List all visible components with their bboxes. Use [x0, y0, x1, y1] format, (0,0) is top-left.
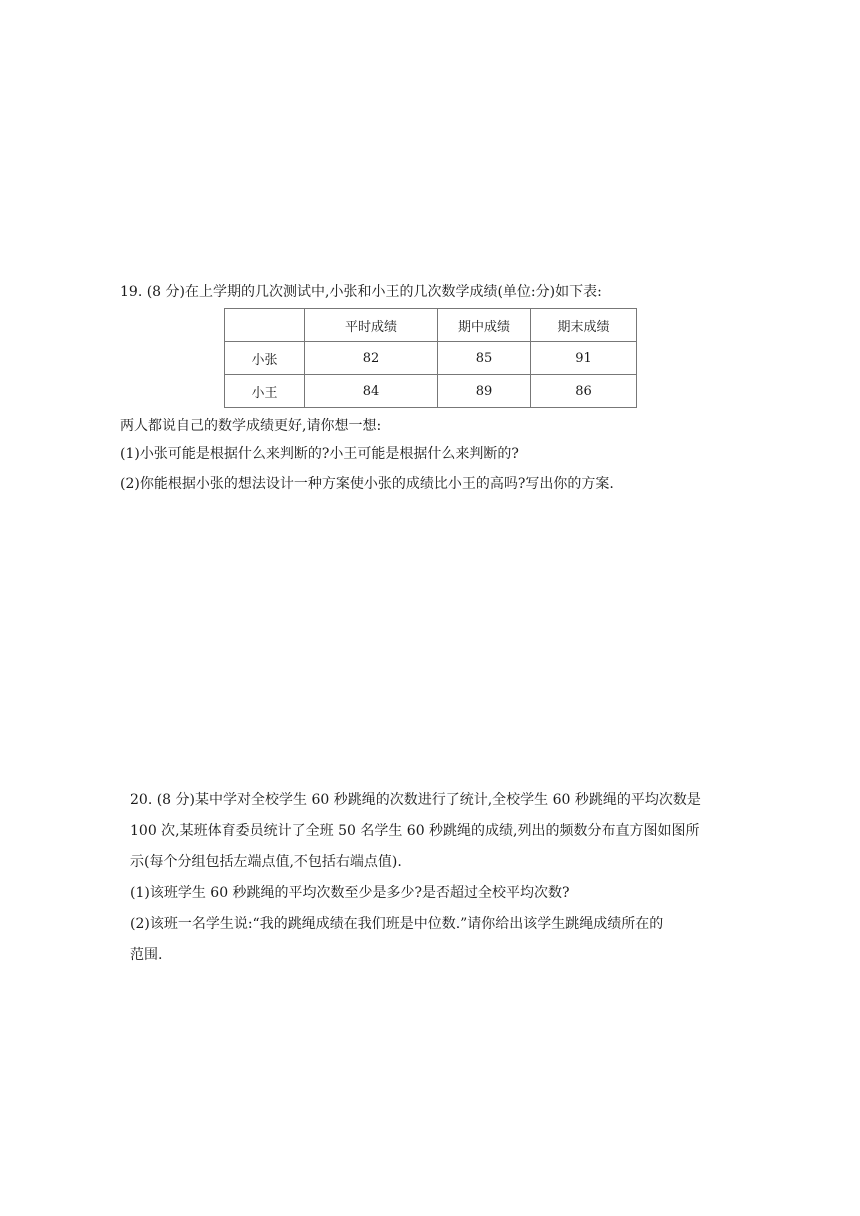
table-header-cell: 平时成绩 — [305, 309, 438, 342]
table-cell: 85 — [438, 342, 531, 375]
question-20-stem-line-2: 100 次,某班体育委员统计了全班 50 名学生 60 秒跳绳的成绩,列出的频数分布直方图如图所 — [130, 823, 700, 839]
question-20-stem-line-3: 示(每个分组包括左端点值,不包括右端点值). — [130, 854, 402, 870]
table-header-cell: 期末成绩 — [531, 309, 637, 342]
table-cell: 小王 — [225, 375, 305, 408]
question-19-intro: 两人都说自己的数学成绩更好,请你想一想: — [120, 418, 382, 434]
scores-table — [224, 308, 637, 408]
table-header-cell — [225, 309, 305, 342]
question-19-stem: 19. (8 分)在上学期的几次测试中,小张和小王的几次数学成绩(单位:分)如下表: — [120, 284, 602, 300]
table-cell: 84 — [305, 375, 438, 408]
table-header-row — [225, 309, 637, 342]
table-row — [225, 375, 637, 408]
question-19 — [120, 282, 760, 494]
table-cell: 91 — [531, 342, 637, 375]
question-20-part-1: (1)该班学生 60 秒跳绳的平均次数至少是多少?是否超过全校平均次数? — [130, 885, 570, 901]
table-row — [225, 342, 637, 375]
table-header-cell: 期中成绩 — [438, 309, 531, 342]
table-cell: 86 — [531, 375, 637, 408]
table-cell: 82 — [305, 342, 438, 375]
question-20-part-2-line-1: (2)该班一名学生说:“我的跳绳成绩在我们班是中位数.”请你给出该学生跳绳成绩所在的 — [130, 916, 664, 932]
question-19-part-2: (2)你能根据小张的想法设计一种方案使小张的成绩比小王的高吗?写出你的方案. — [120, 476, 614, 492]
question-20-stem-line-1: 20. (8 分)某中学对全校学生 60 秒跳绳的次数进行了统计,全校学生 60 秒跳绳的平均次数是 — [130, 792, 701, 808]
question-20 — [130, 790, 750, 965]
question-20-part-2-line-2: 范围. — [130, 947, 163, 963]
table-cell: 小张 — [225, 342, 305, 375]
table-cell: 89 — [438, 375, 531, 408]
question-19-part-1: (1)小张可能是根据什么来判断的?小王可能是根据什么来判断的? — [120, 446, 519, 462]
